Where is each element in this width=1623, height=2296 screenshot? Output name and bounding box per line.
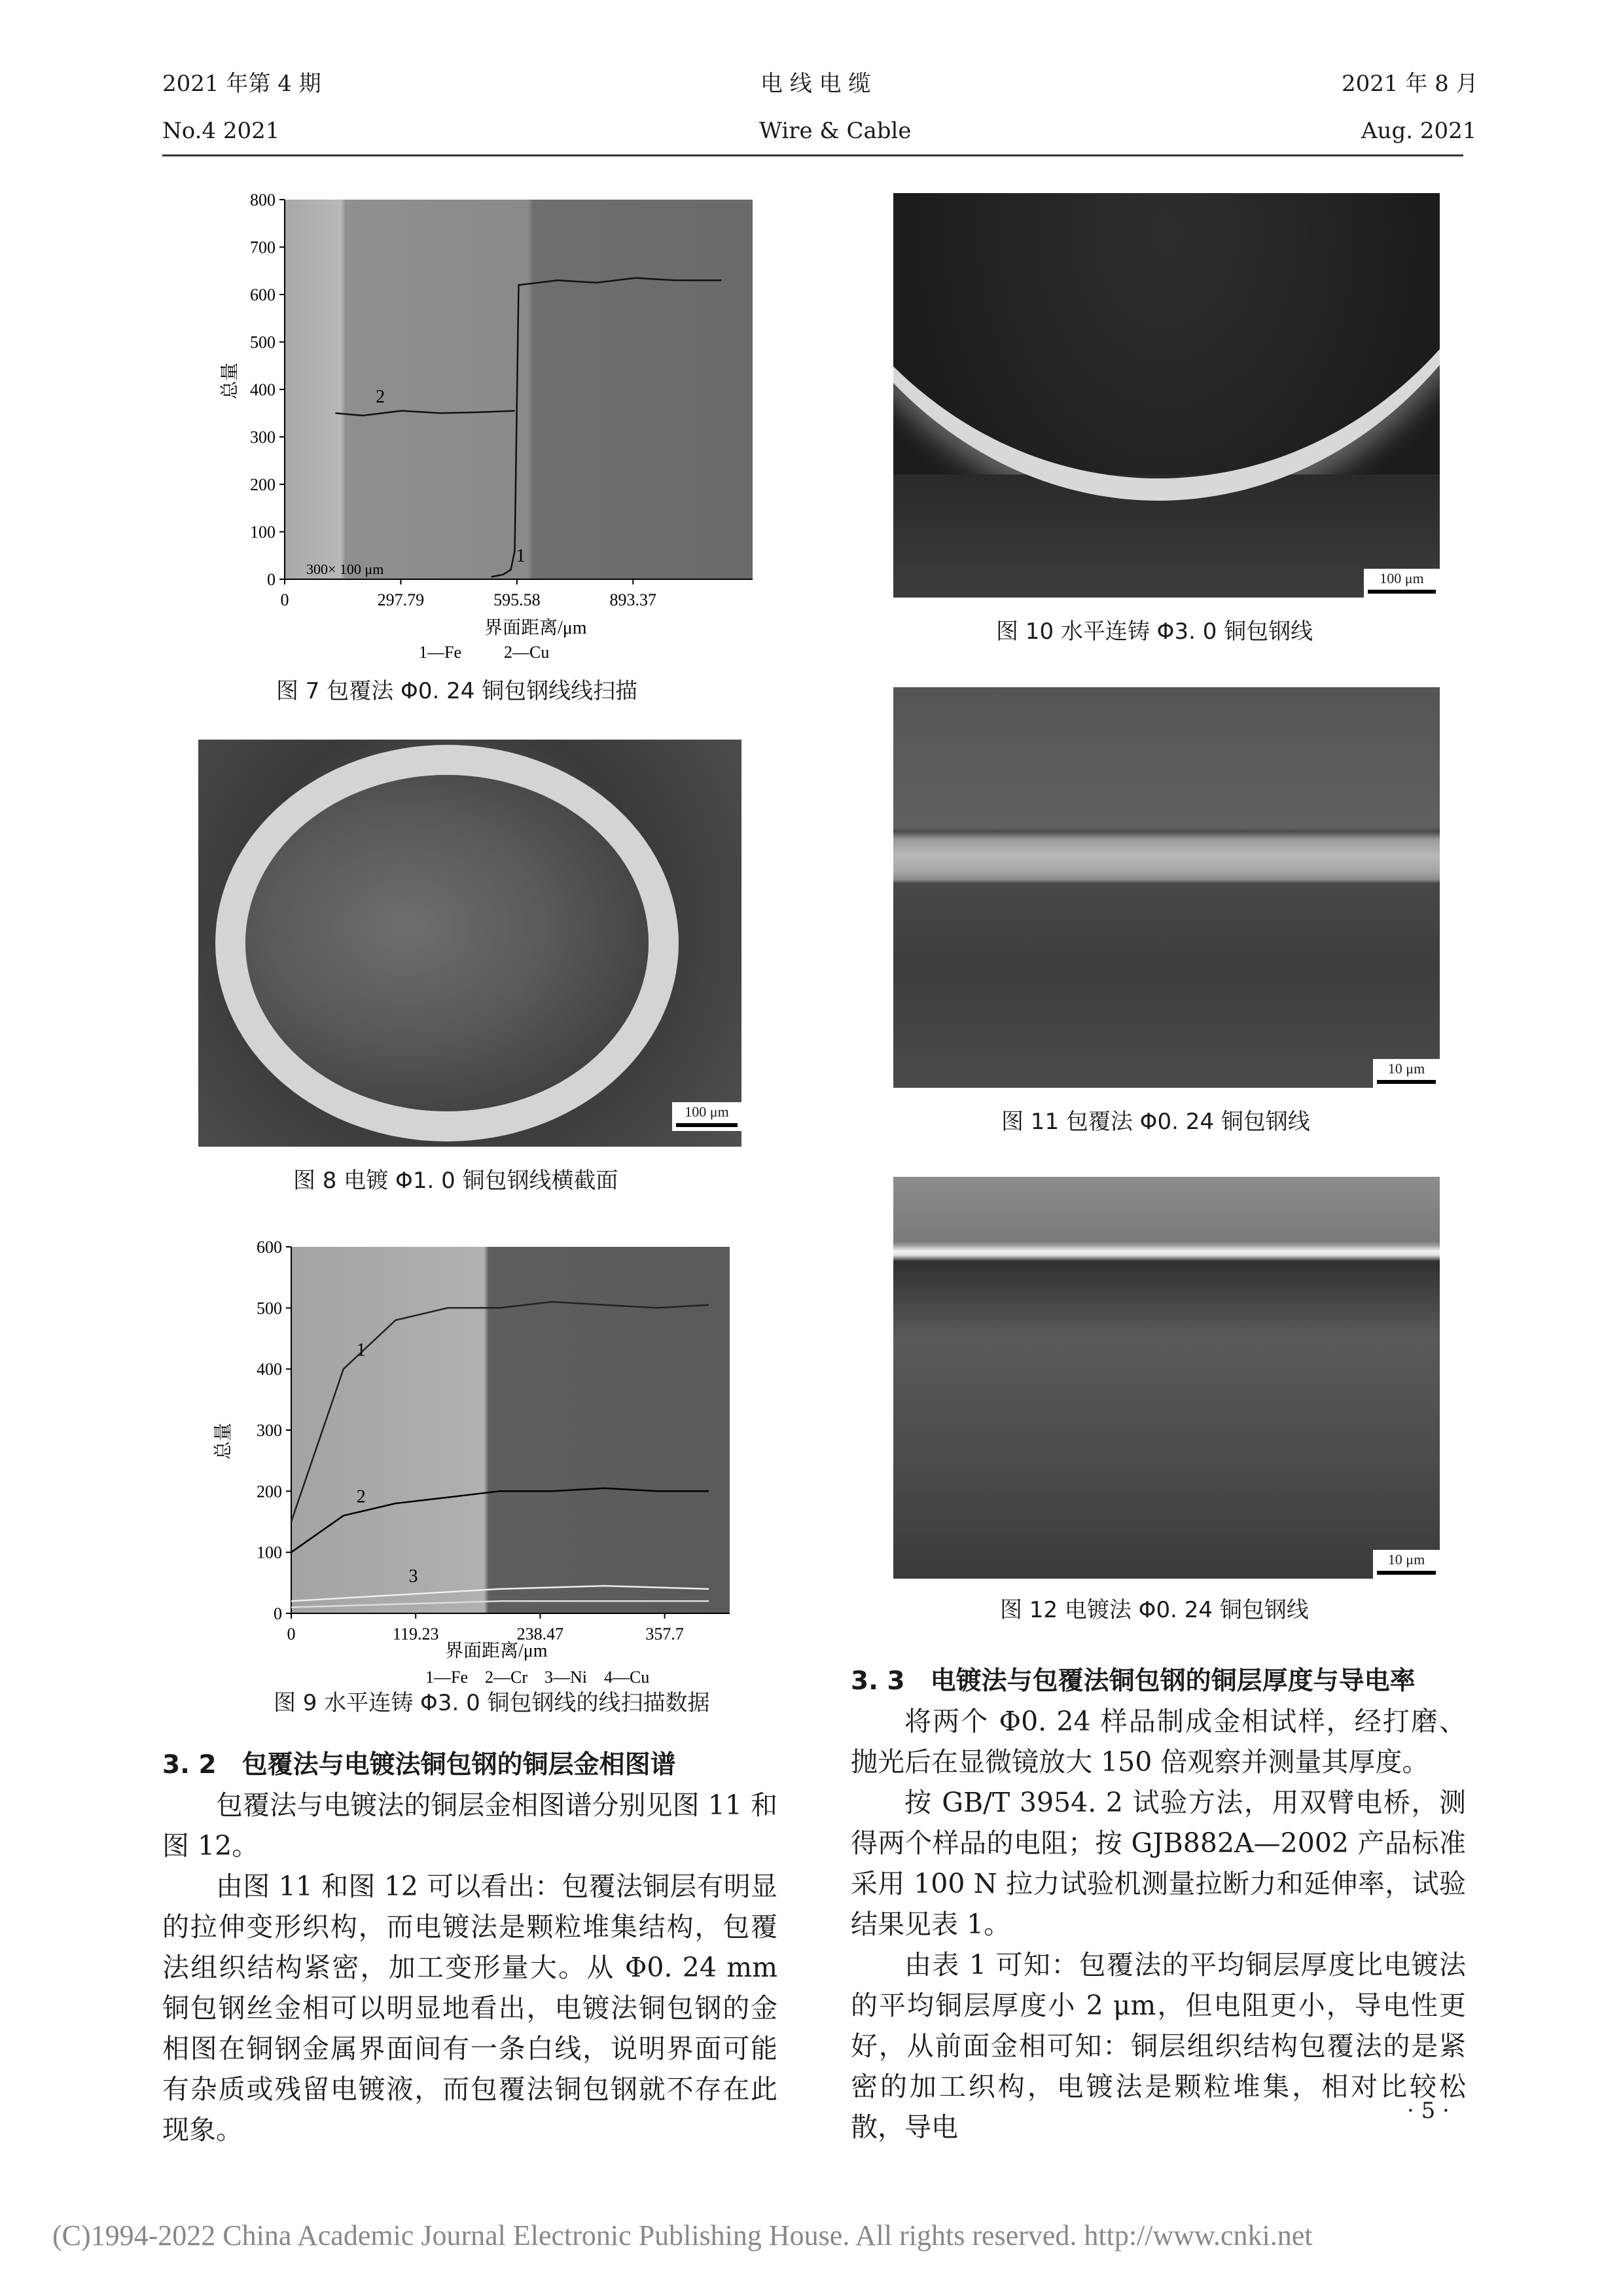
y-tick-label: 400	[250, 380, 276, 399]
y-tick-label: 600	[257, 1238, 282, 1257]
figure-12-micrograph	[893, 1177, 1440, 1579]
y-tick-label: 200	[257, 1482, 282, 1501]
figure-10-micrograph	[893, 193, 1440, 598]
figure-10-scale-bar	[1364, 569, 1440, 598]
header-issue: 2021 年第 4 期	[162, 71, 321, 97]
paragraph: 按 GB/T 3954. 2 试验方法，用双臂电桥，测得两个样品的电阻；按 GJB882A—2002 产品标准采用 100 N 拉力试验机测量拉断力和延伸率，试验结果见表 1。	[851, 1787, 1466, 1940]
figure-7-legend: 1—Fe 2—Cu	[419, 643, 550, 662]
copyright-footer: (C)1994-2022 China Academic Journal Electronic Publishing House. All rights reserved. http://www.cnki.net	[52, 2219, 1313, 2251]
paragraph: 由表 1 可知：包覆法的平均铜层厚度比电镀法的平均铜层厚度小 2 μm，但电阻更小，导电性更好，从前面金相可知：铜层组织结构包覆法的是紧密的加工织构，电镀法是颗粒堆集，相对比较松散，导电	[851, 1949, 1466, 2143]
header-issue-en: No.4 2021	[162, 118, 280, 144]
figure-9-xlabel: 界面距离/μm	[445, 1641, 548, 1661]
section-3-3-body	[851, 1701, 1466, 2147]
section-3-3-heading	[851, 1660, 1416, 1697]
x-tick-label: 595.58	[493, 590, 541, 609]
section-3-2-heading	[162, 1744, 676, 1781]
header-rule	[162, 154, 1463, 156]
y-tick-label: 500	[257, 1299, 282, 1318]
y-tick-label: 100	[250, 522, 276, 542]
y-tick-label: 100	[257, 1543, 282, 1562]
y-tick-label: 300	[257, 1421, 282, 1440]
series-marker: 1	[516, 545, 526, 566]
series-marker: 3	[408, 1566, 418, 1587]
x-tick-label: 119.23	[392, 1624, 439, 1643]
y-tick-label: 300	[250, 427, 276, 447]
figure-7-xlabel: 界面距离/μm	[484, 618, 587, 638]
paragraph: 包覆法与电镀法的铜层金相图谱分别见图 11 和图 12。	[162, 1789, 777, 1861]
figure-10-caption: 图 10 水平连铸 Φ3. 0 铜包钢线	[996, 619, 1313, 645]
figure-12-scale-label: 10 μm	[1387, 1551, 1425, 1568]
figure-8-micrograph	[198, 740, 741, 1147]
figure-7-sem-image	[285, 200, 753, 579]
figure-12-scale-bar	[1373, 1550, 1440, 1579]
figure-7	[216, 193, 766, 691]
y-tick-label: 200	[250, 475, 276, 494]
figure-11-scale-label: 10 μm	[1387, 1060, 1425, 1077]
x-tick-label: 0	[287, 1624, 296, 1643]
header-date-en: Aug. 2021	[1361, 118, 1477, 144]
figure-7-overlay-label: 300× 100 μm	[306, 561, 384, 577]
y-tick-label: 400	[257, 1359, 282, 1379]
journal-title-en: Wire & Cable	[759, 118, 912, 144]
y-tick-label: 700	[250, 238, 276, 257]
paragraph: 由图 11 和图 12 可以看出：包覆法铜层有明显的拉伸变形织构，而电镀法是颗粒堆集结构，包覆法组织结构紧密，加工变形量大。从 Φ0. 24 mm 铜包钢丝金相可以明显地看出，电镀法铜包钢的金相图在铜钢金属界面间有一条白线，说明界面可能有杂质或残留电镀液，而包覆法铜包钢就不存在此现象。	[162, 1871, 777, 2145]
page-number: · 5 ·	[1407, 2098, 1450, 2124]
figure-9-caption: 图 9 水平连铸 Φ3. 0 铜包钢线的线扫描数据	[274, 1690, 710, 1716]
section-3-2-number: 3. 2	[162, 1750, 217, 1780]
y-tick-label: 500	[250, 332, 276, 352]
series-marker: 2	[356, 1486, 366, 1507]
paragraph: 将两个 Φ0. 24 样品制成金相试样，经打磨、抛光后在显微镜放大 150 倍观察并测量其厚度。	[851, 1706, 1466, 1778]
x-tick-label: 357.7	[645, 1624, 684, 1643]
x-tick-label: 893.37	[609, 590, 657, 609]
steel-core	[245, 775, 649, 1111]
y-tick-label: 600	[250, 285, 276, 304]
section-3-3-title: 电镀法与包覆法铜包钢的铜层厚度与导电率	[930, 1666, 1416, 1696]
figure-9-sem-image	[291, 1247, 730, 1613]
figure-9-ylabel: 总量	[213, 1422, 234, 1460]
series-marker: 1	[356, 1340, 366, 1361]
figure-7-caption: 图 7 包覆法 Φ0. 24 铜包钢线线扫描	[276, 678, 638, 704]
y-tick-label: 0	[274, 1604, 282, 1623]
figure-11-scale-bar	[1373, 1059, 1440, 1088]
figure-9-chart	[209, 1234, 759, 1698]
series-marker: 2	[376, 386, 385, 407]
x-tick-label: 297.79	[377, 590, 425, 609]
figure-9	[209, 1234, 759, 1698]
figure-8-scale-label: 100 μm	[685, 1103, 729, 1120]
y-tick-label: 0	[267, 570, 276, 589]
figure-11-caption: 图 11 包覆法 Φ0. 24 铜包钢线	[1001, 1109, 1310, 1135]
section-3-2-body	[162, 1785, 777, 2150]
figure-8-scale-bar	[672, 1102, 741, 1131]
figure-7-ylabel: 总量	[220, 362, 240, 399]
y-tick-label: 800	[250, 193, 276, 209]
journal-title: 电 线 电 缆	[760, 71, 871, 97]
figure-12-caption: 图 12 电镀法 Φ0. 24 铜包钢线	[1000, 1597, 1309, 1623]
x-tick-label: 0	[280, 590, 289, 609]
section-3-2-title: 包覆法与电镀法铜包钢的铜层金相图谱	[241, 1750, 676, 1780]
figure-11-micrograph	[893, 687, 1440, 1088]
x-tick-label: 238.47	[516, 1624, 564, 1643]
figure-10-scale-label: 100 μm	[1380, 570, 1424, 586]
section-3-3-number: 3. 3	[851, 1666, 905, 1696]
figure-8-caption: 图 8 电镀 Φ1. 0 铜包钢线横截面	[293, 1168, 618, 1194]
figure-9-legend: 1—Fe 2—Cr 3—Ni 4—Cu	[425, 1668, 650, 1687]
figure-7-chart	[216, 193, 766, 691]
header-date: 2021 年 8 月	[1342, 71, 1478, 97]
